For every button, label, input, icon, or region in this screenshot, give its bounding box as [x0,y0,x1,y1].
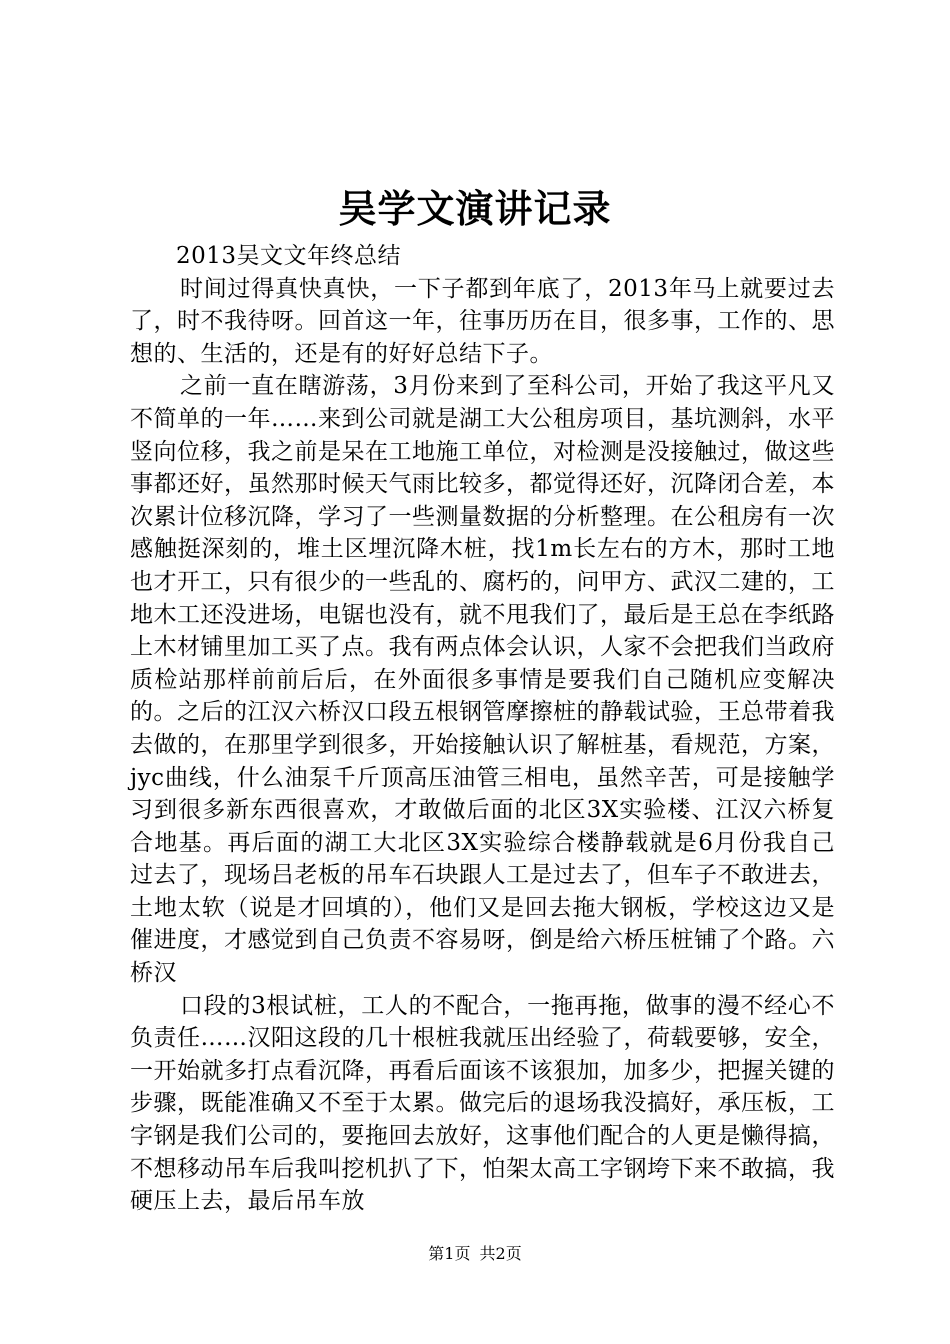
paragraph-3: 口段的3根试桩，工人的不配合，一拖再拖，做事的漫不经心不负责任……汉阳这段的几十根桩我就压出经验了，荷载要够，安全，一开始就多打点看沉降，再看后面该不该狠加，加多少，把握关键的步骤，既能准确又不至于太累。做完后的退场我没搞好，承压板，工字钢是我们公司的，要拖回去放好，这事他们配合的人更是懒得搞，不想移动吊车后我叫挖机扒了下，怕架太高工字钢垮下来不敢搞，我硬压上去，最后吊车放 [130,992,835,1215]
page-footer [0,1244,950,1264]
paragraph-subtitle: 2013吴文文年终总结 [176,243,402,269]
page-number: 第1页 [428,1244,471,1263]
paragraph-1: 时间过得真快真快，一下子都到年底了，2013年马上就要过去了，时不我待呀。回首这一年，往事历历在目，很多事，工作的、思想的、生活的，还是有的好好总结下子。 [130,275,835,367]
document-title: 吴学文演讲记录 [338,186,612,231]
document-body [130,240,835,1218]
paragraph-2: 之前一直在瞎游荡，3月份来到了至科公司，开始了我这平凡又不简单的一年……来到公司就是湖工大公租房项目，基坑测斜，水平竖向位移，我之前是呆在工地施工单位，对检测是没接触过，做这些事都还好，虽然那时候天气雨比较多，都觉得还好，沉降闭合差，本次累计位移沉降，学习了一些测量数据的分析整理。在公租房有一次感触挺深刻的，堆土区埋沉降木桩，找1m长左右的方木，那时工地也才开工，只有很少的一些乱的、腐朽的，问甲方、武汉二建的，工地木工还没进场，电锯也没有，就不甩我们了，最后是王总在李纸路上木材铺里加工买了点。我有两点体会认识，人家不会把我们当政府质检站那样前前后后，在外面很多事情是要我们自己随机应变解决的。之后的江汉六桥汉口段五根钢管摩擦桩的静载试验，王总带着我去做的，在那里学到很多，开始接触认识了解桩基，看规范，方案，jyc曲线，什么油泵千斤顶高压油管三相电，虽然辛苦，可是接触学习到很多新东西很喜欢，才敢做后面的北区3X实验楼、江汉六桥复合地基。再后面的湖工大北区3X实验综合楼静载就是6月份我自己过去了，现场吕老板的吊车石块跟人工是过去了，但车子不敢进去，土地太软（说是才回填的），他们又是回去拖大钢板，学校这边又是催进度，才感觉到自己负责不容易呀，倒是给六桥压桩铺了个路。六桥汉 [130,373,835,987]
page-total: 共2页 [479,1244,522,1263]
